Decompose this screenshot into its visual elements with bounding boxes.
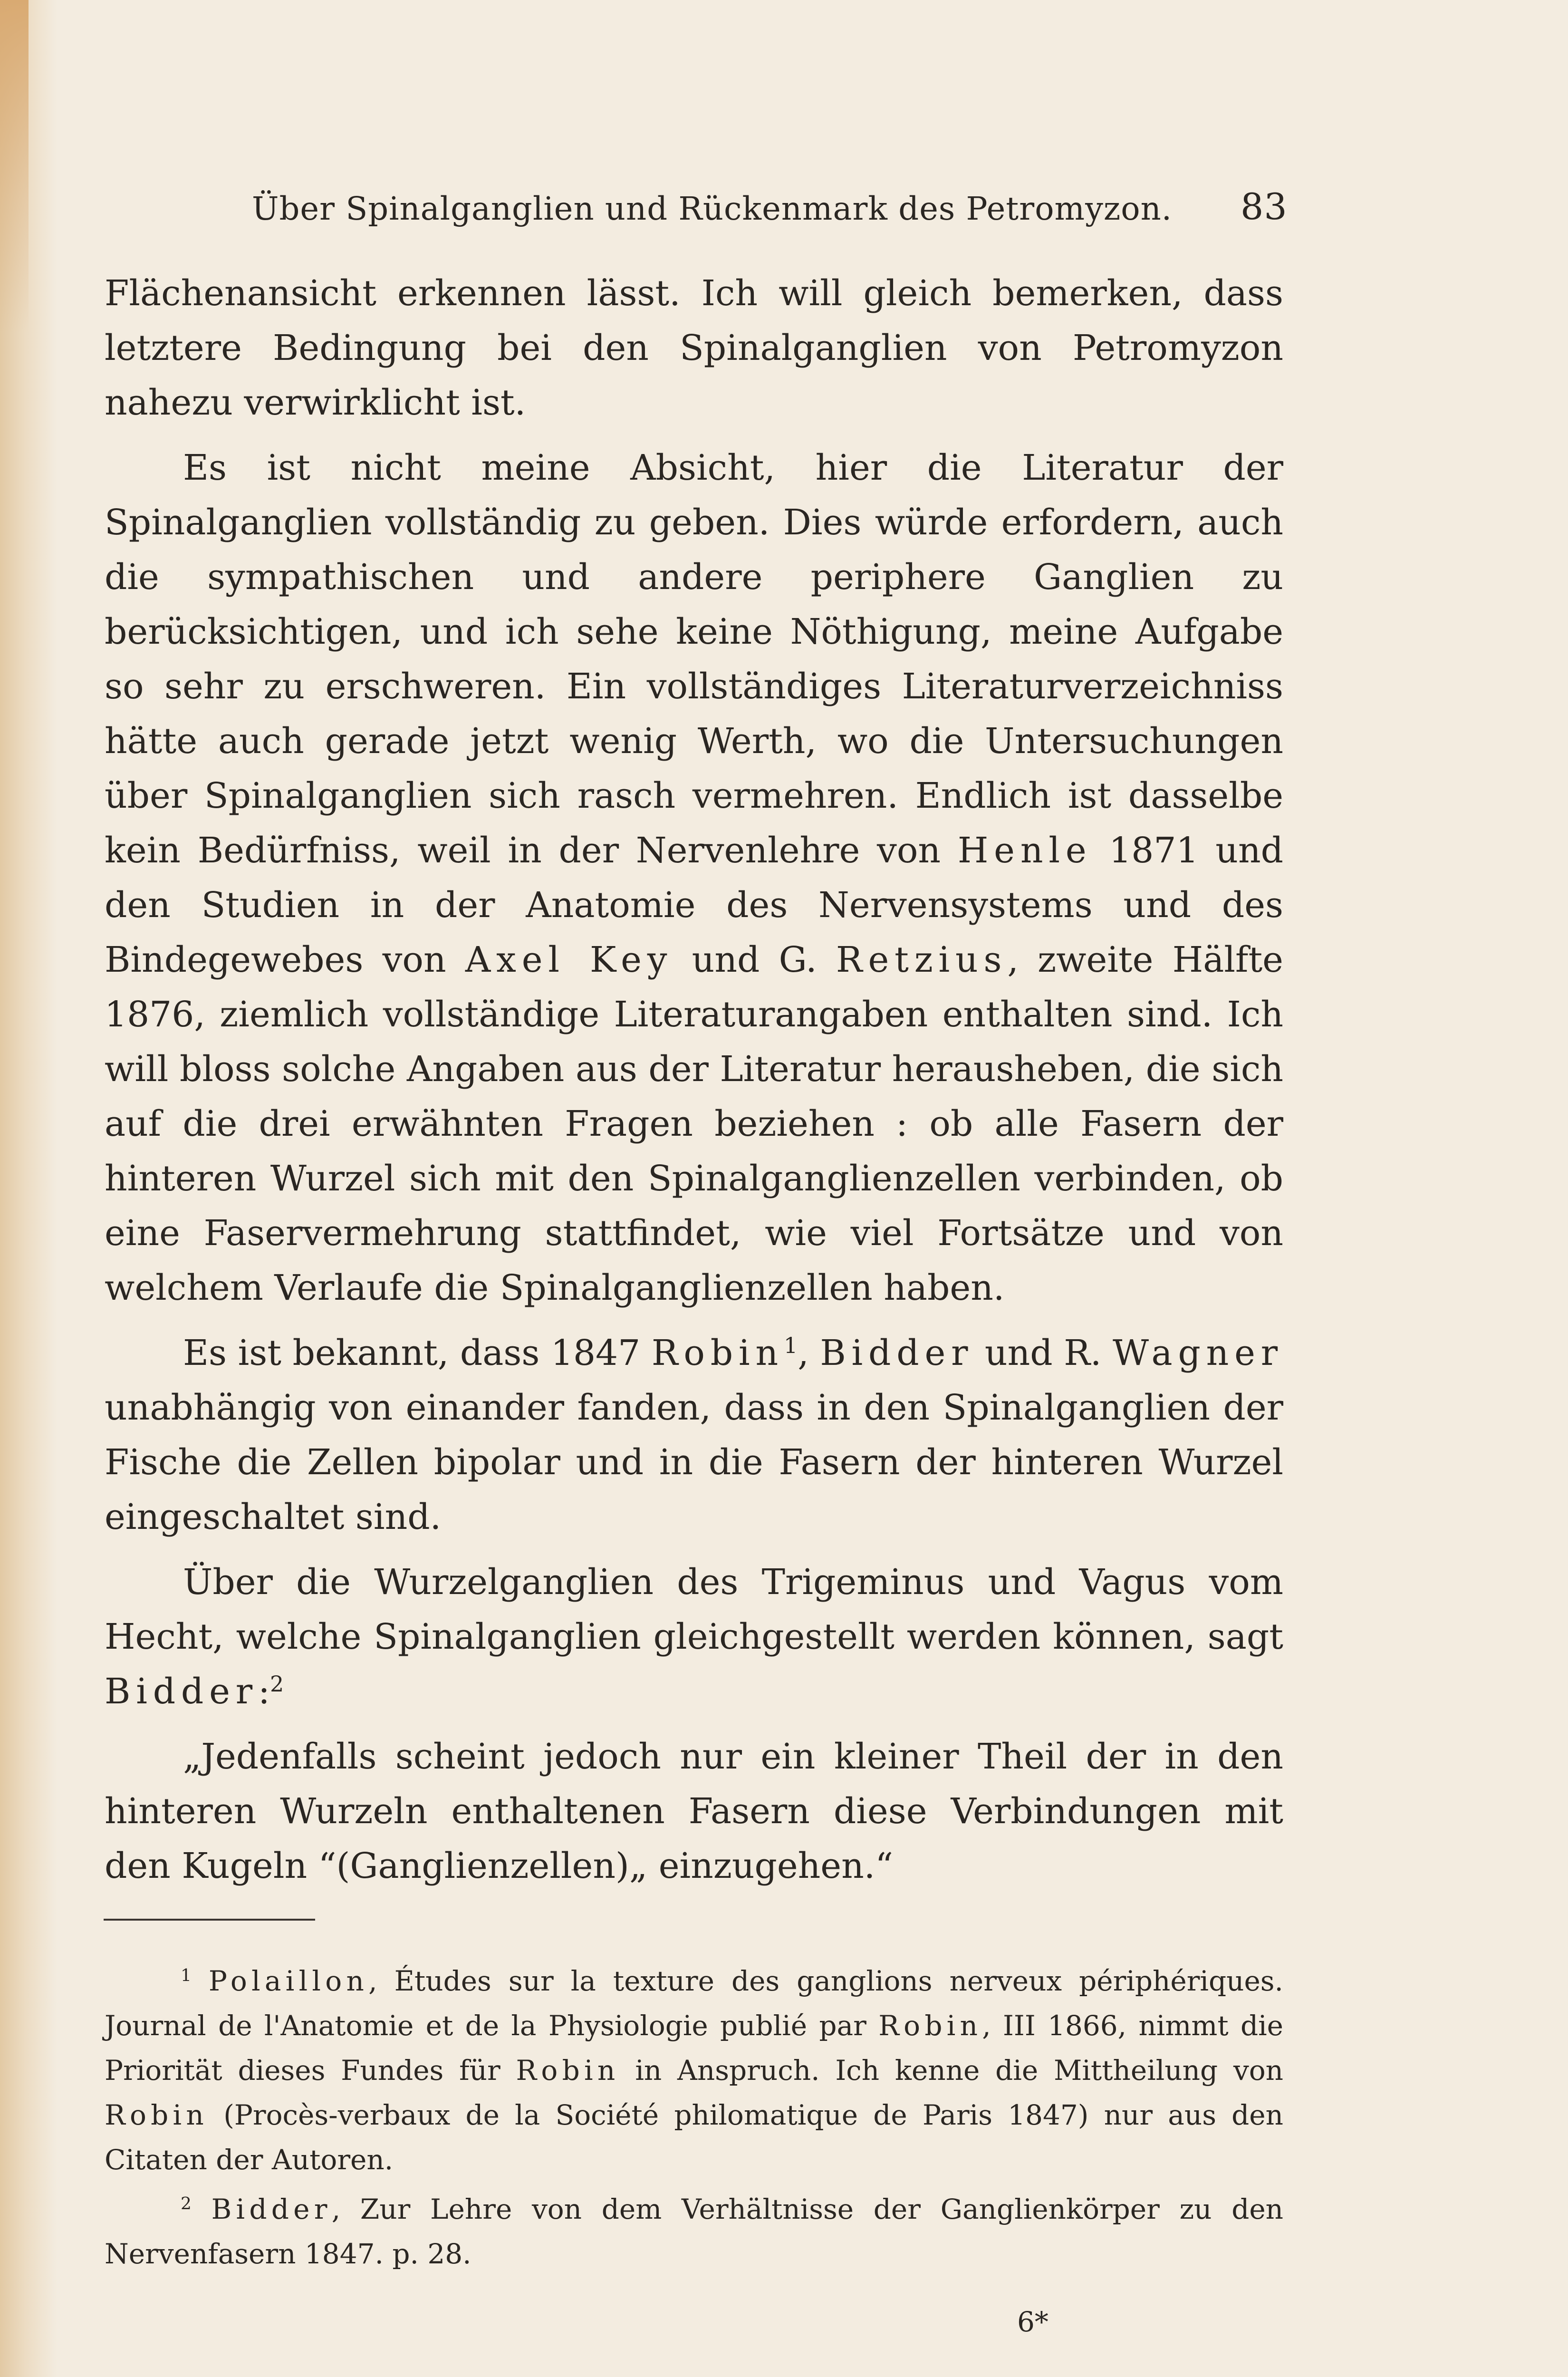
footnote-2: [105, 2187, 1283, 2276]
paragraph-1: Flächenansicht erkennen lässt. Ich will gleich bemerken, dass letztere Bedingung bei den Spinalganglien von Petromyzon nahezu verwirklicht ist.: [105, 273, 1283, 423]
footnote-ref-2: 2: [269, 1671, 284, 1697]
main-text: [105, 266, 1283, 1904]
footnote-1-author: Polaillon: [208, 1965, 369, 1997]
p2-text-b: 1871 und den Studien in der Anatomie des Nervensystems und des Bindegewebes von: [105, 830, 1283, 980]
p2-text-d: , zweite Hälfte 1876, ziemlich vollständige Literaturangaben enthalten sind. Ich will bloss solche Angaben aus der Literatur herausheben, die sich auf die drei erwähnten Fragen beziehen : ob alle Fasern der hinteren Wurzel sich mit den Spinalganglienzellen verbinden, ob eine Faservermehrung stattfindet, wie viel Fortsätze und von welchem Verlaufe die Spinalganglienzellen haben.: [105, 939, 1283, 1308]
p2-text-a: Es ist nicht meine Absicht, hier die Literatur der Spinalganglien vollständig zu geben. Dies würde erfordern, auch die sympathischen und andere periphere Ganglien zu berücksichtigen, und ich sehe keine Nöthigung, meine Aufgabe so sehr zu erschweren. Ein vollständiges Literaturverzeichniss hätte auch gerade jetzt wenig Werth, wo die Untersuchungen über Spinalganglien sich rasch vermehren. Endlich ist dasselbe kein Bedürfniss, weil in der Nervenlehre von: [105, 447, 1283, 871]
page-number: 83: [1241, 185, 1288, 228]
footnote-1-marker: 1: [181, 1966, 192, 1986]
footnote-2-marker: 2: [181, 2194, 192, 2214]
author-retzius: Retzius: [836, 939, 1008, 980]
footnote-2-author: Bidder: [211, 2193, 332, 2225]
running-title: Über Spinalganglien und Rückenmark des Petromyzon.: [252, 190, 1173, 227]
footnotes: [105, 1959, 1283, 2281]
footnote-1-robin-2: Robin: [516, 2054, 620, 2087]
footnote-1: [105, 1959, 1283, 2182]
p3-text-d: unabhängig von einander fanden, dass in den Spinalganglien der Fische die Zellen bipolar und in die Fasern der hinteren Wurzel eingeschaltet sind.: [105, 1387, 1283, 1537]
paragraph-4: [105, 1555, 1283, 1719]
footnote-1-robin-1: Robin: [878, 2010, 982, 2042]
footnote-2-text: , Zur Lehre von dem Verhältnisse der Ganglienkörper zu den Nervenfasern 1847. p. 28.: [105, 2193, 1284, 2270]
footnote-1-text-d: (Procès-verbaux de la Société philomatique de Paris 1847) nur aus den Citaten der Autoren.: [105, 2099, 1283, 2176]
author-bidder-2: Bidder: [105, 1671, 258, 1712]
author-henle: Henle: [957, 830, 1092, 871]
author-robin: Robin: [651, 1333, 784, 1373]
paragraph-3: [105, 1326, 1283, 1545]
p4-text-b: :: [258, 1671, 270, 1712]
footnote-ref-1: 1: [784, 1332, 798, 1358]
footnote-1-text-a: , Études sur la texture des ganglions nerveux périphériques. Journal de l'Anatomie et de la Physiologie publié par: [105, 1965, 1283, 2042]
author-axel-key: Axel Key: [465, 939, 673, 980]
p3-text-c: und R.: [973, 1333, 1113, 1373]
footnote-separator: [104, 1919, 315, 1921]
page-edge-shading: [0, 0, 57, 2377]
author-wagner: Wagner: [1113, 1333, 1284, 1373]
signature-mark: 6*: [1017, 2306, 1049, 2338]
paragraph-2: [105, 441, 1283, 1315]
p3-text-b: ,: [798, 1333, 820, 1373]
page-edge-stain: [0, 0, 29, 333]
footnote-1-robin-3: Robin: [105, 2099, 209, 2131]
footnote-1-text-c: in Anspruch. Ich kenne die Mittheilung von: [619, 2054, 1283, 2087]
p3-text-a: Es ist bekannt, dass 1847: [183, 1333, 652, 1373]
author-bidder: Bidder: [820, 1333, 974, 1373]
p2-text-c: und G.: [673, 939, 836, 980]
paragraph-5-quote: „Jedenfalls scheint jedoch nur ein kleiner Theil der in den hinteren Wurzeln enthaltenen Fasern diese Verbindungen mit den Kugeln “(Ganglienzellen)„ einzugehen.“: [105, 1736, 1283, 1886]
running-header: [252, 185, 1298, 242]
p4-text-a: Über die Wurzelganglien des Trigeminus und Vagus vom Hecht, welche Spinalganglien gleichgestellt werden können, sagt: [105, 1562, 1283, 1657]
footnote-1-text-b: , III 1866, nimmt die Priorität dieses Fundes für: [105, 2010, 1283, 2087]
